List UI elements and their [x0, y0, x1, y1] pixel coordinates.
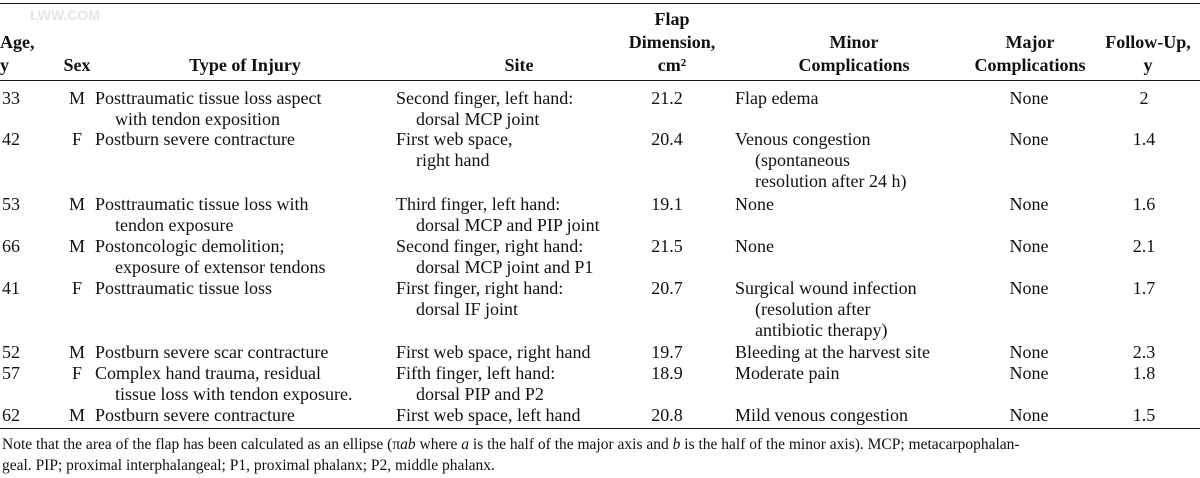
header-follow-up: Follow-Up, y	[1105, 32, 1191, 75]
table-header-rule	[0, 80, 1200, 81]
cell-minor: Surgical wound infection (resolution after antibiotic therapy)	[735, 278, 917, 340]
cell-major: None	[1009, 278, 1049, 298]
cell-major: None	[1009, 236, 1049, 256]
cell-follow-up: 2.3	[1132, 342, 1156, 362]
cell-follow-up: 1.6	[1132, 194, 1156, 214]
cell-minor: Bleeding at the harvest site	[735, 342, 930, 362]
cell-dimension: 21.2	[651, 88, 683, 108]
cell-sex: M	[68, 88, 85, 108]
cell-age: 41	[2, 278, 20, 298]
header-minor-complications: Minor Complications	[798, 32, 910, 75]
cell-sex: F	[71, 363, 82, 383]
header-age: Age, y	[0, 32, 35, 75]
header-site: Site	[504, 55, 534, 75]
cell-dimension: 20.4	[651, 129, 683, 149]
cell-site: First finger, right hand: dorsal IF joint	[396, 278, 564, 319]
cell-minor: Venous congestion (spontaneous resolution after 24 h)	[735, 129, 907, 191]
header-dimension: Flap Dimension, cm²	[628, 9, 716, 75]
cell-age: 42	[2, 129, 20, 149]
cell-sex: M	[68, 236, 85, 256]
cell-follow-up: 1.8	[1132, 363, 1156, 383]
cell-minor: None	[735, 236, 774, 256]
cell-site: First web space, right hand	[396, 129, 513, 170]
cell-sex: M	[68, 405, 85, 425]
watermark-logo	[30, 6, 104, 24]
cell-age: 62	[2, 405, 20, 425]
cell-minor: Mild venous congestion	[735, 405, 908, 425]
cell-injury: Postburn severe scar contracture	[95, 342, 329, 362]
cell-major: None	[1009, 194, 1049, 214]
cell-age: 52	[2, 342, 20, 362]
cell-follow-up: 2	[1139, 88, 1149, 108]
cell-sex: F	[71, 278, 82, 298]
cell-injury: Postburn severe contracture	[95, 129, 295, 149]
cell-dimension: 21.5	[651, 236, 683, 256]
cell-site: Third finger, left hand: dorsal MCP and PIP joint	[396, 194, 600, 235]
cell-follow-up: 1.7	[1132, 278, 1156, 298]
cell-major: None	[1009, 363, 1049, 383]
cell-follow-up: 2.1	[1132, 236, 1156, 256]
svg-text:LWW.COM: LWW.COM	[30, 7, 100, 23]
cell-site: First web space, left hand	[396, 405, 581, 425]
cell-minor: Moderate pain	[735, 363, 840, 383]
cell-injury: Postoncologic demolition; exposure of extensor tendons	[95, 236, 326, 277]
cell-dimension: 19.7	[651, 342, 683, 362]
cell-dimension: 18.9	[651, 363, 683, 383]
cell-injury: Posttraumatic tissue loss with tendon exposure	[95, 194, 309, 235]
cell-dimension: 19.1	[651, 194, 683, 214]
header-major-complications: Major Complications	[974, 32, 1086, 75]
cell-age: 53	[2, 194, 20, 214]
cell-injury: Posttraumatic tissue loss aspect with tendon exposition	[95, 88, 322, 129]
cell-site: Second finger, right hand: dorsal MCP joint and P1	[396, 236, 594, 277]
cell-follow-up: 1.5	[1132, 405, 1156, 425]
cell-site: First web space, right hand	[396, 342, 591, 362]
cell-age: 57	[2, 363, 20, 383]
cell-major: None	[1009, 88, 1049, 108]
cell-minor: None	[735, 194, 774, 214]
table-bottom-rule	[0, 428, 1200, 429]
cell-injury: Complex hand trauma, residual tissue loss with tendon exposure.	[95, 363, 353, 404]
table-footnote: Note that the area of the flap has been calculated as an ellipse (πab where a is the half of the major axis and b is the half of the minor axis). MCP; metacarpophalan- geal. PIP; proximal interphalangeal; P1, proximal phalanx; P2, middle phalanx.	[2, 436, 1020, 474]
cell-injury: Postburn severe contracture	[95, 405, 295, 425]
cell-age: 66	[2, 236, 20, 256]
cell-age: 33	[2, 88, 20, 108]
cell-injury: Posttraumatic tissue loss	[95, 278, 272, 298]
header-injury: Type of Injury	[189, 55, 301, 75]
cell-site: Second finger, left hand: dorsal MCP joint	[396, 88, 574, 129]
cell-sex: F	[71, 129, 82, 149]
header-sex: Sex	[63, 55, 91, 75]
cell-sex: M	[68, 194, 85, 214]
cell-site: Fifth finger, left hand: dorsal PIP and P2	[396, 363, 556, 404]
table-top-rule	[0, 3, 1200, 4]
cell-dimension: 20.8	[651, 405, 683, 425]
cell-dimension: 20.7	[651, 278, 683, 298]
cell-sex: M	[68, 342, 85, 362]
cell-follow-up: 1.4	[1132, 129, 1156, 149]
cell-minor: Flap edema	[735, 88, 819, 108]
cell-major: None	[1009, 405, 1049, 425]
cell-major: None	[1009, 342, 1049, 362]
cell-major: None	[1009, 129, 1049, 149]
